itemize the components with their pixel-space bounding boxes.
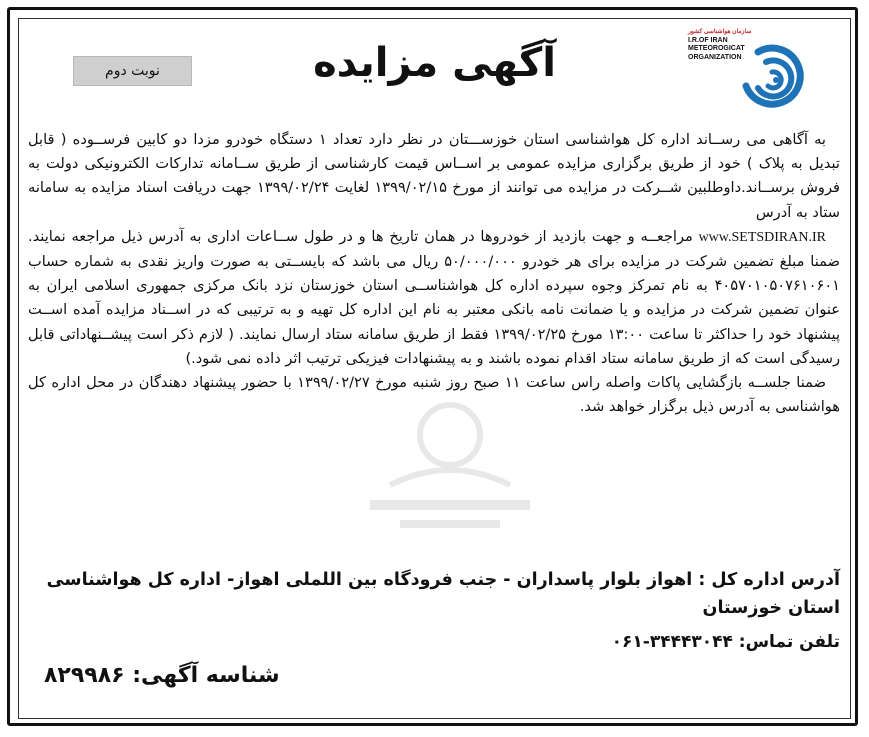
office-address: آدرس اداره کل : اهواز بلوار پاسداران - جنب فرودگاه بین اللملی اهواز- اداره کل هواشناسی استان خوزستان [46, 570, 840, 618]
announcement-body [28, 128, 840, 419]
ad-identifier: شناسه آگهی: ۸۲۹۹۸۶ [44, 663, 280, 688]
page-title: آگهی مزایده [313, 40, 556, 86]
body-paragraph-2 [28, 225, 840, 371]
body-paragraph-3: ضمنا جلســه بازگشایی پاکات واصله راس ساعت ۱۱ صبح روز شنبه مورخ ۱۳۹۹/۰۲/۲۷ با حضور پیشنهاد دهندگان در محل اداره کل هواشناسی به آدرس ذیل برگزار خواهد شد. [28, 374, 840, 416]
logo-en-line1: I.R.OF IRAN [688, 36, 728, 44]
website-url: www.SETSDIRAN.IR [698, 229, 826, 245]
logo-en-line2: METEOROGICAT [688, 45, 745, 52]
body-paragraph-2-text: مراجعــه و جهت بازدید از خودروها در همان تاریخ ها و در طول ســاعات اداری به آدرس ذیل مراجعه نمایند. ضمنا مبلغ تضمین شرکت در مزایده برای هر خودرو ۵۰/۰۰۰/۰۰۰ ریال می باشد که بایســتی به صورت واریز نقدی به شماره حساب ۴۰۵۷۰۱۰۵۰۷۶۱۰۶۰۱ به نام تمرکز وجوه سپرده اداره کل هواشناســی استان خوزستان نزد بانک مرکزی جمهوری اسلامی ایران به عنوان تضمین شرکت در مزایده و یا ضمانت نامه بانکی معتبر به نام این اداره کل تهیه و به ترتیبی که در اســناد مزایده آمده اســت پیشنهاد خود را حداکثر تا ساعت ۱۳:۰۰ مورخ ۱۳۹۹/۰۲/۲۵ فقط از طریق سامانه ستاد ارسال نمایند. ( لازم ذکر است پیشــنهاداتی قابل رسیدگی است که از طریق سامانه ستاد اقدام نموده باشند و به پیشنهادات فیزیکی ترتیب اثر داده نمی شود.) [28, 227, 841, 367]
contact-phone: تلفن تماس: ۳۴۴۴۳۰۴۴-۰۶۱ [611, 632, 840, 652]
turn-badge: نوبت دوم [73, 56, 192, 86]
logo-fa-name: سازمان هواشناسی کشور [688, 29, 752, 35]
body-paragraph-1: به آگاهی می رســاند اداره کل هواشناسی استان خوزســـتان در نظر دارد تعداد ۱ دستگاه خودرو مزدا دو کابین فرســوده ( قابل تبدیل به پلاک ) خود از طریق برگزاری مزایده عمومی بر اســاس قیمت کارشناسی از طریق ســامانه تدارکات الکترونیکی دولت به فروش برســاند.داوطلبین شــرکت در مزایده می توانند از مورخ ۱۳۹۹/۰۲/۱۵ لغایت ۱۳۹۹/۰۲/۲۴ جهت دریافت اسناد مزایده به سامانه ستاد به آدرس [28, 131, 840, 221]
logo-en-line3: ORGANIZATION [688, 53, 742, 61]
